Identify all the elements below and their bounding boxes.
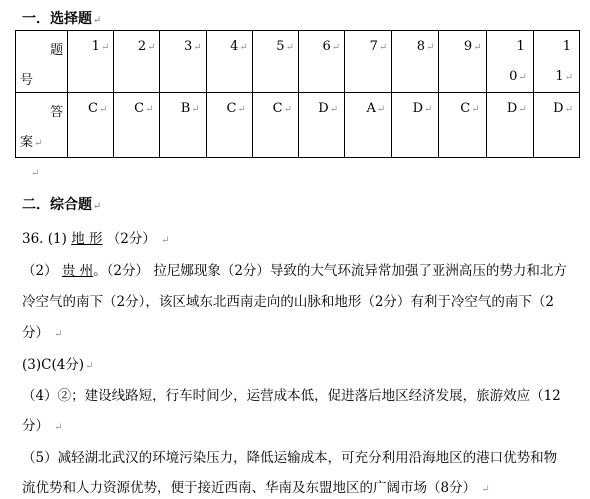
answer-cell: C↵ (68, 93, 114, 158)
answer-cell: C↵ (114, 93, 160, 158)
question-number-cell: 7↵ (345, 31, 392, 93)
answer-header (16, 93, 68, 158)
header-char-ti: 题 (50, 43, 64, 58)
q36-part4-line1: （4）②；建设线路短，行车时间少，运营成本低，促进落后地区经济发展，旅游效应（12 (22, 388, 561, 404)
answer-cell: D↵ (392, 93, 439, 158)
question-number-cell: 5↵ (252, 31, 298, 93)
paragraph-mark: ↵ (31, 168, 40, 179)
question-number-cell: 4↵ (206, 31, 252, 93)
q36-part1: 36. (1) 地 形 （2分） ↵ (22, 231, 170, 247)
question-number-header (16, 31, 68, 93)
question-number-cell: 2↵ (114, 31, 160, 93)
answer-cell: D↵ (486, 93, 533, 158)
q36-part4-line2: 分） ↵ (22, 418, 63, 434)
q36-part2-line2: 冷空气的南下（2分），该区域东北西南走向的山脉和地形（2分）有利于冷空气的南下（2 (22, 294, 555, 310)
question-number-cell: 8↵ (392, 31, 439, 93)
question-number-cell-11: 1 1↵ (533, 31, 579, 93)
question-number-cell: 1↵ (68, 31, 114, 93)
q36-part2-line3: 分） ↵ (22, 325, 63, 341)
header-char-hao: 号 (20, 73, 34, 88)
table-row-question-numbers (16, 31, 580, 93)
question-number-cell: 9↵ (439, 31, 486, 93)
section-one-heading: 一．选择题↵ (22, 11, 102, 27)
q36-part2-line1: （2） 贵 州。（2分） 拉尼娜现象（2分）导致的大气环流异常加强了亚洲高压的势力和北方 (22, 263, 567, 279)
section-two-heading: 二．综合题↵ (22, 197, 102, 213)
q36-part2-answer: 贵 州 (61, 263, 94, 279)
q36-part3: (3)C(4分)↵ (22, 357, 94, 373)
answer-cell: C↵ (439, 93, 486, 158)
table-row-answers (16, 93, 580, 158)
header-char-da: 答 (50, 105, 64, 120)
question-number-cell-10: 1 0↵ (486, 31, 533, 93)
answer-cell: C↵ (206, 93, 252, 158)
answer-cell: A↵ (345, 93, 392, 158)
answer-cell: C↵ (252, 93, 298, 158)
answer-cell: D↵ (298, 93, 344, 158)
question-number-cell: 6↵ (298, 31, 344, 93)
answer-cell: B↵ (160, 93, 206, 158)
q36-part1-answer: 地 形 (71, 231, 103, 247)
answer-cell: D↵ (533, 93, 579, 158)
question-number-cell: 3↵ (160, 31, 206, 93)
header-char-an: 案↵ (20, 135, 43, 150)
answer-table (15, 30, 580, 158)
q36-part5-line1: （5）减轻湖北武汉的环境污染压力，降低运输成本，可充分利用沿海地区的港口优势和物 (22, 450, 558, 466)
q36-part5-line2: 流优势和人力资源优势，便于接近西南、华南及东盟地区的广阔市场（8分） ↵ (22, 480, 490, 496)
